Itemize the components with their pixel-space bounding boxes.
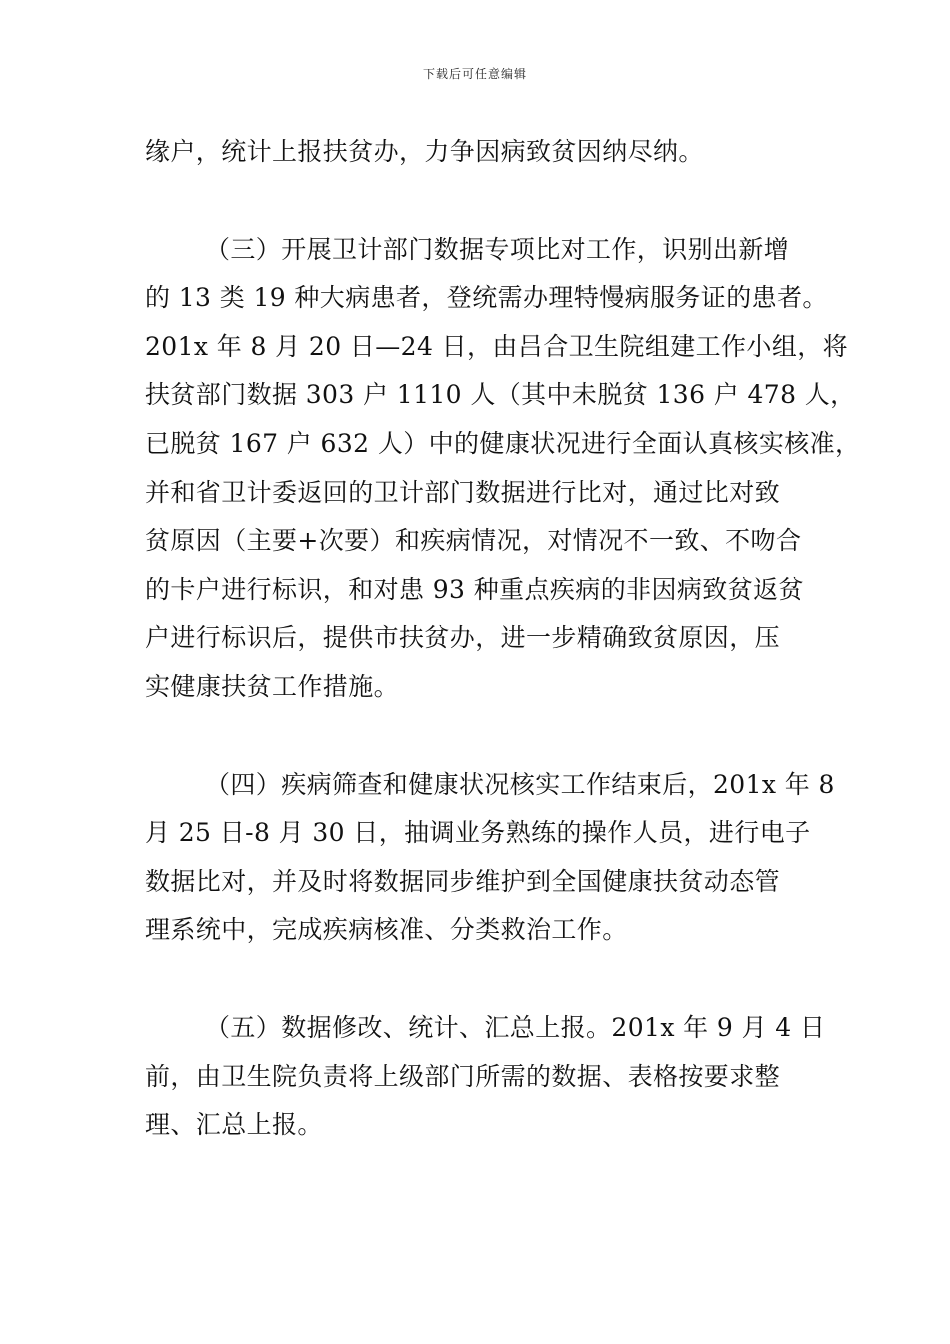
text-line: （五）数据修改、统计、汇总上报。201x 年 9 月 4 日 bbox=[205, 1012, 826, 1042]
text-line: 201x 年 8 月 20 日—24 日，由吕合卫生院组建工作小组，将 bbox=[145, 331, 849, 361]
text-line: 贫原因（主要+次要）和疾病情况，对情况不一致、不吻合 bbox=[145, 526, 802, 556]
text-line: 数据比对，并及时将数据同步维护到全国健康扶贫动态管 bbox=[145, 866, 781, 896]
text-line: 的卡户进行标识，和对患 93 种重点疾病的非因病致贫返贫 bbox=[145, 574, 804, 604]
paragraph-continuation bbox=[145, 128, 835, 177]
page-header-note: 下载后可任意编辑 bbox=[422, 67, 527, 81]
paragraph-gap bbox=[145, 177, 835, 226]
paragraph-gap bbox=[145, 955, 835, 1004]
text-line: 扶贫部门数据 303 户 1110 人（其中未脱贫 136 户 478 人， bbox=[145, 380, 856, 410]
text-line: 月 25 日-8 月 30 日，抽调业务熟练的操作人员，进行电子 bbox=[145, 818, 811, 848]
text-line: 户进行标识后，提供市扶贫办，进一步精确致贫原因，压 bbox=[145, 623, 781, 653]
text-line: 理系统中，完成疾病核准、分类救治工作。 bbox=[145, 915, 628, 945]
paragraph-gap bbox=[145, 712, 835, 761]
text-line: 的 13 类 19 种大病患者，登统需办理特慢病服务证的患者。 bbox=[145, 283, 828, 313]
text-line: （三）开展卫计部门数据专项比对工作，识别出新增 bbox=[205, 234, 790, 264]
text-line: 理、汇总上报。 bbox=[145, 1110, 323, 1140]
text-line: （四）疾病筛查和健康状况核实工作结束后，201x 年 8 bbox=[205, 769, 835, 799]
text-line: 实健康扶贫工作措施。 bbox=[145, 671, 400, 701]
paragraph-section-3 bbox=[145, 226, 861, 712]
text-line: 并和省卫计委返回的卫计部门数据进行比对，通过比对致 bbox=[145, 477, 781, 507]
document-body bbox=[145, 128, 861, 1150]
text-line: 缘户，统计上报扶贫办，力争因病致贫因纳尽纳。 bbox=[145, 137, 704, 166]
text-line: 已脱贫 167 户 632 人）中的健康状况进行全面认真核实核准， bbox=[145, 428, 861, 458]
text-line: 前，由卫生院负责将上级部门所需的数据、表格按要求整 bbox=[145, 1061, 781, 1091]
paragraph-section-5 bbox=[145, 1004, 835, 1150]
paragraph-section-4 bbox=[145, 761, 835, 955]
